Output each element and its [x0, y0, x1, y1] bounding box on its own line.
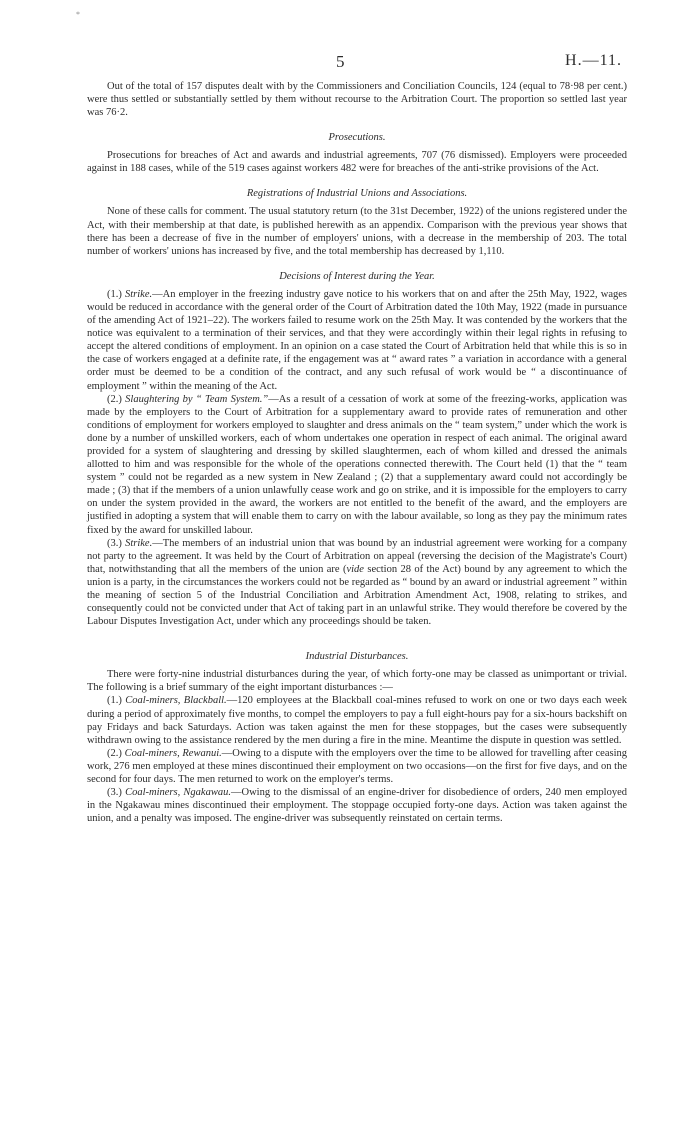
intro-paragraph: Out of the total of 157 disputes dealt with by the Commissioners and Conciliation Councils, 124 (equal to 78·98 per cent.) were thus settled or substantially settled by them without recourse to the Arbitration Court. The proportion so settled last year was 76·2.	[87, 81, 627, 119]
decisions-heading: Decisions of Interest during the Year.	[279, 270, 435, 282]
decision-title: Strike.	[125, 537, 153, 549]
decision-number: (2.)	[107, 393, 122, 405]
registrations-paragraph: None of these calls for comment. The usual statutory return (to the 31st December, 1922) of the unions registered under the Act, with their membership at that date, is published herewith as an appendix. Comparison with the previous year shows that there has been a decrease of five in the number of employers' unions, with a decrease in the membership of 203. The total number of workers' unions has increased by five, and the total membership has decreased by 1,110.	[87, 206, 627, 257]
decision-item	[87, 288, 627, 393]
document-reference: H.—11.	[565, 52, 622, 69]
decision-title: Slaughtering by “ Team System.”	[125, 393, 269, 405]
prosecutions-paragraph: Prosecutions for breaches of Act and awards and industrial agreements, 707 (76 dismissed). Employers were proceeded against in 188 cases, while of the 519 cases against workers 482 were for breaches of the anti-strike provisions of the Act.	[87, 150, 627, 175]
page-header	[0, 52, 700, 76]
prosecutions-heading: Prosecutions.	[328, 132, 386, 144]
disturbance-text: —120 employees at the Blackball coal-mines refused to work on one or two days each week during a period of approximately five months, to compel the employers to pay a full eight-hours pay for a six-hours backshift on pay Fridays and back Saturdays. Action was taken against the men for these stoppages, but the cases were subsequently withdrawn owing to the assistance rendered by the men during a fire in the mine. Meantime the dispute in question was settled.	[87, 695, 627, 746]
disturbances-intro: There were forty-nine industrial disturbances during the year, of which forty-one may be classed as unimportant or trivial. The following is a brief summary of the eight important disturbances :—	[87, 669, 627, 694]
disturbance-title: Coal-miners, Blackball.	[125, 695, 227, 707]
disturbance-number: (2.)	[107, 747, 122, 759]
decision-item	[87, 393, 627, 537]
disturbance-item	[87, 747, 627, 786]
disturbance-title: Coal-miners, Rewanui.	[124, 747, 222, 759]
decision-number: (3.)	[107, 537, 122, 549]
decision-number: (1.)	[107, 288, 122, 300]
disturbance-text: —Owing to the dismissal of an engine-driver for disobedience of orders, 240 men employed in the Ngakawau mines discontinued their employment. The stoppage occupied forty-one days. Action was taken against the union, and a penalty was imposed. The engine-driver was subsequently reinstated on certain terms.	[87, 787, 628, 825]
disturbance-title: Coal-miners, Ngakawau.	[125, 787, 231, 799]
decision-text: —The members of an industrial union that was bound by an industrial agreement were working for a company not party to the agreement. It was held by the Court of Arbitration on appeal (reversing the decision of the Magistrate's Court) that, notwithstanding that all the members of the union are (	[87, 537, 627, 575]
page-number: 5	[336, 52, 345, 71]
disturbance-item	[87, 786, 627, 825]
page-body	[87, 80, 627, 825]
vide-term: vide	[346, 563, 364, 575]
registrations-heading: Registrations of Industrial Unions and Associations.	[246, 188, 468, 200]
disturbances-heading: Industrial Disturbances.	[305, 651, 409, 663]
disturbance-number: (1.)	[107, 695, 122, 707]
margin-mark: *	[76, 10, 80, 19]
decision-text: —An employer in the freezing industry gave notice to his workers that on and after the 25th May, 1922, wages would be reduced in accordance with the general order of the Court of Arbitration dated the 10th May, 1922 (made in pursuance of the amending Act of 1921–22). The workers failed to resume work on the 25th May. It was contended by the workers that the notice was equivalent to a termination of their services, and that they were accordingly within their legal rights in refusing to accept the altered conditions of employment. In an opinion on a case stated the Court of Arbitration held that while this is so in the case of workers engaged at a definite rate, if the engagement was at “ award rates ” a variation in accordance with a general order must be deemed to be a condition of the contract, and any such refusal of work would be “ a discontinuance of employment ” within the meaning of the Act.	[87, 288, 628, 392]
decision-item	[87, 537, 627, 629]
decision-text-continued: section 28 of the Act) bound by any agreement to which the union is a party, in the circumstances the workers could not be regarded as “ bound by an award or industrial agreement ” within the meaning of section 5 of the Industrial Conciliation and Arbitration Amendment Act, 1908, relating to strikes, and consequently could not be convicted under that Act of taking part in an unlawful strike. They would therefore be covered by the Labour Disputes Investigation Act, under which any proceedings should be taken.	[87, 563, 627, 628]
disturbance-number: (3.)	[107, 787, 122, 799]
decision-title: Strike.	[125, 288, 153, 300]
disturbance-text: —Owing to a dispute with the employers over the time to be allowed for travelling after ceasing work, 276 men employed at these mines discontinued their employment on two occasions—on the first for five days, and on the second for four days. The men returned to work on the employer's terms.	[87, 747, 628, 786]
decision-text: —As a result of a cessation of work at some of the freezing-works, application was made by the employers to the Court of Arbitration for a supplementary award to provide rates of remuneration and other conditions of employment for workers employed to slaughter and dress animals on the “ team system,” under which the work is done by a number of unskilled workers, each of whom undertakes one operation in respect of each animal. The original award provided for a system of slaughtering and dressing by skilled slaughtermen, each of whom killed and dressed the animals allotted to him and was responsible for the whole of the operations connected therewith. The Court held (1) that the “ team system ” could not be regarded as a new system in New Zealand ; (2) that a supplementary award could not accordingly be made ; (3) that if the members of a union unlawfully cease work and go on strike, and it is impossible for the employers to carry on under the system provided in the award, the workers are not entitled to the benefit of the award, and the employers are justified in adopting a system that will enable them to carry on with the labour available, so long as they pay the minimum rates fixed by the award for unskilled labour.	[87, 393, 627, 536]
disturbance-item	[87, 694, 627, 746]
